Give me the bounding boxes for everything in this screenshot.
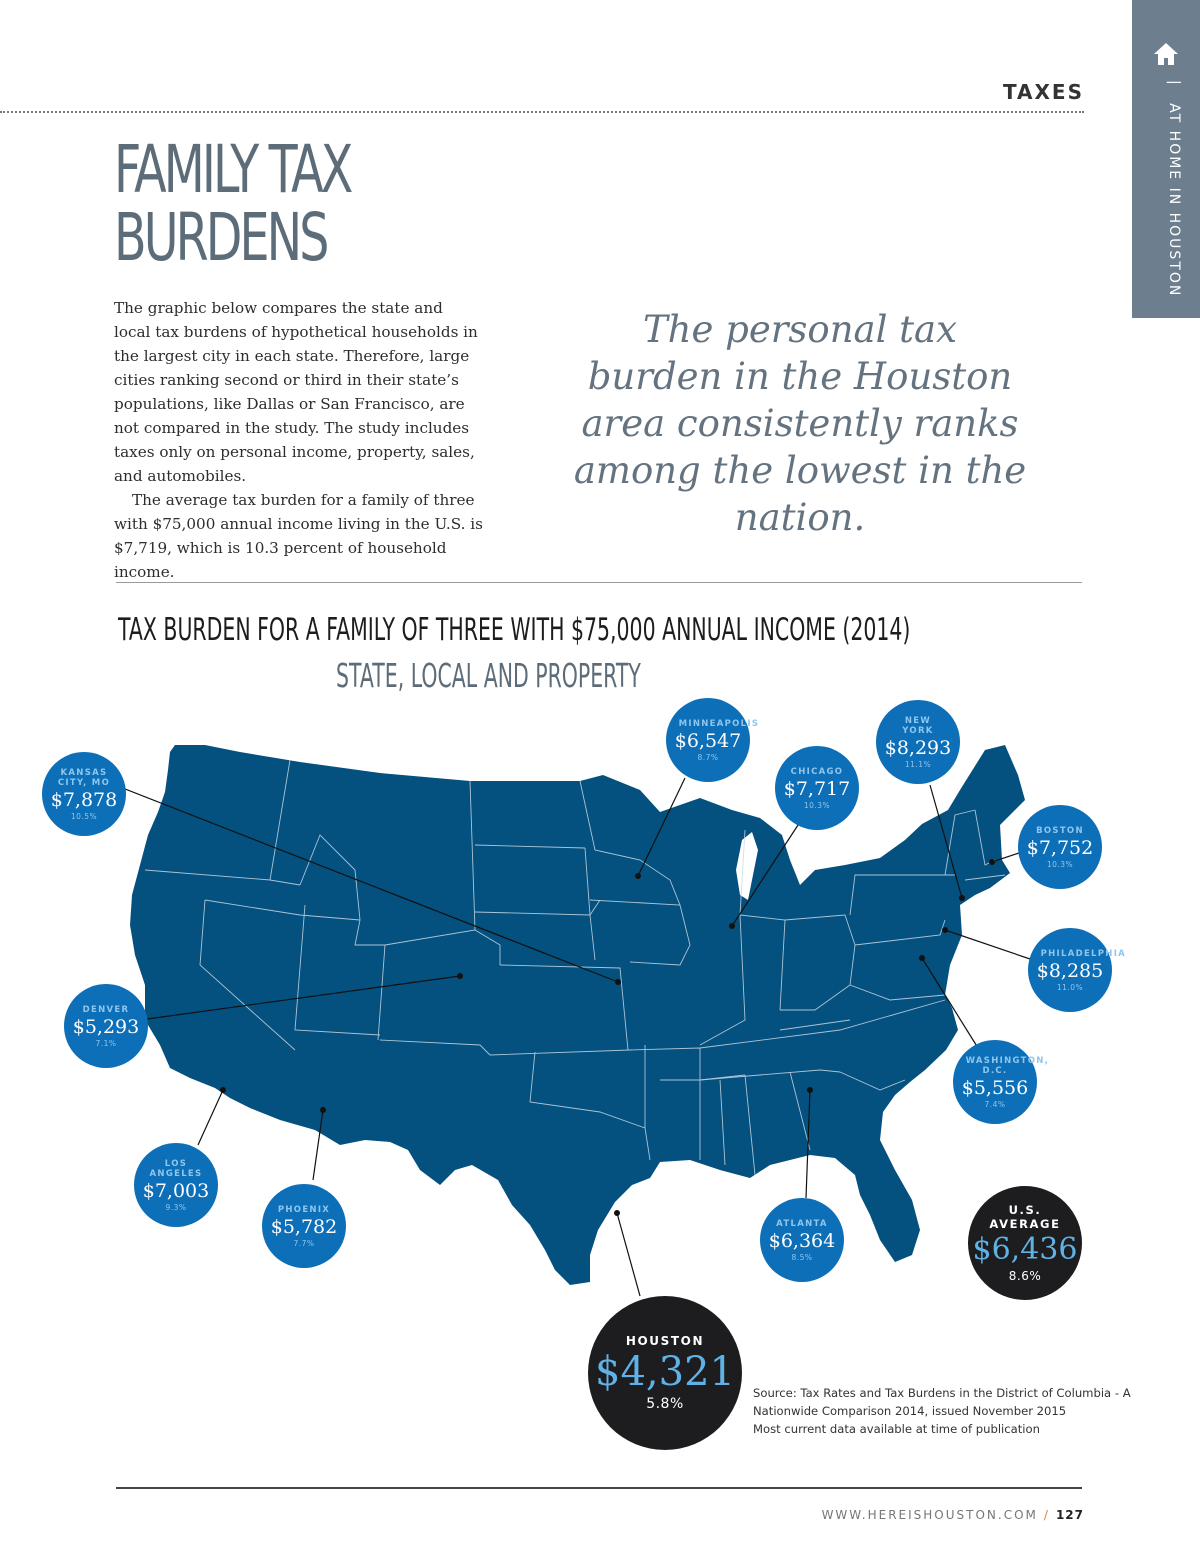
city-name: MINNEAPOLIS: [678, 718, 760, 729]
source-line-3: Most current data available at time of publication: [753, 1422, 1040, 1436]
city-name: U.S. AVERAGE: [989, 1203, 1061, 1231]
city-bubble-denver: [64, 984, 148, 1068]
title-line-1: FAMILY TAX: [114, 131, 351, 208]
section-divider: [116, 582, 1082, 583]
side-tab-label: | AT HOME IN HOUSTON: [1166, 80, 1182, 298]
intro-paragraph-2: The average tax burden for a family of three with $75,000 annual income living in the U.S. is $7,719, which is 10.3 percent of household income.: [114, 491, 483, 581]
footer-separator: /: [1043, 1508, 1050, 1522]
tax-amount: $8,293: [884, 736, 952, 759]
tax-percent: 8.6%: [1008, 1269, 1042, 1283]
tax-percent: 5.8%: [646, 1396, 684, 1412]
side-section-tab[interactable]: [1132, 0, 1200, 318]
tax-percent: 7.1%: [95, 1038, 117, 1048]
city-name: LOS ANGELES: [149, 1158, 203, 1179]
city-name: HOUSTON: [625, 1334, 705, 1348]
tax-percent: 11.1%: [904, 759, 932, 769]
tax-amount: $5,293: [72, 1015, 140, 1038]
us-average-bubble: [968, 1186, 1082, 1300]
city-bubble-minneapolis: [666, 698, 760, 782]
city-bubble-los-angeles: [134, 1143, 218, 1227]
city-name: PHOENIX: [277, 1204, 331, 1215]
us-map-shape: [130, 745, 1050, 1285]
tax-percent: 11.0%: [1056, 982, 1084, 992]
pull-quote: The personal tax burden in the Houston area consistently ranks among the lowest in the nation.: [573, 308, 1027, 539]
tax-amount: $5,782: [270, 1215, 338, 1238]
city-bubble-washington-dc: [953, 1040, 1050, 1124]
source-note: [753, 1384, 1131, 1438]
intro-text: [114, 296, 484, 584]
city-name: BOSTON: [1036, 825, 1084, 836]
chart-subheading: STATE, LOCAL AND PROPERTY: [336, 656, 641, 695]
tax-amount: $6,547: [674, 729, 742, 752]
city-bubble-atlanta: [760, 1198, 844, 1282]
city-name: DENVER: [82, 1004, 130, 1015]
tax-percent: 10.3%: [803, 800, 831, 810]
city-name: ATLANTA: [776, 1218, 828, 1229]
page-title: [114, 131, 416, 276]
chart-heading: TAX BURDEN FOR A FAMILY OF THREE WITH $75,000 ANNUAL INCOME (2014): [118, 612, 911, 648]
tax-percent: 8.7%: [697, 752, 719, 762]
source-line-2: Nationwide Comparison 2014, issued November 2015: [753, 1404, 1067, 1418]
tax-amount: $7,717: [783, 777, 851, 800]
footer-divider: [116, 1487, 1082, 1489]
city-name: NEW YORK: [902, 715, 934, 736]
tax-percent: 10.5%: [70, 811, 98, 821]
page-footer: [822, 1508, 1084, 1522]
city-bubble-chicago: [775, 746, 859, 830]
tax-percent: 7.4%: [984, 1099, 1006, 1109]
tax-amount: $5,556: [961, 1076, 1029, 1099]
city-name: CHICAGO: [790, 766, 844, 777]
city-name: KANSAS CITY, MO: [57, 767, 111, 788]
home-icon[interactable]: [1152, 40, 1180, 68]
tax-amount: $4,321: [595, 1349, 735, 1395]
tax-amount: $6,436: [972, 1232, 1078, 1267]
tax-percent: 10.3%: [1046, 859, 1074, 869]
tax-amount: $7,752: [1026, 836, 1094, 859]
city-bubble-new-york: [876, 700, 960, 784]
city-name: WASHINGTON, D.C.: [965, 1055, 1050, 1076]
city-bubble-houston: [588, 1296, 742, 1450]
city-bubble-phoenix: [262, 1184, 346, 1268]
intro-paragraph-1: The graphic below compares the state and local tax burdens of hypothetical households in the largest city in each state. Therefore, large cities ranking second or third in their state’s populations, like Dallas or San Francisco, are not compared in the study. The study includes taxes only on personal income, property, sales, and automobiles.: [114, 299, 478, 485]
footer-url[interactable]: WWW.HEREISHOUSTON.COM: [821, 1508, 1038, 1522]
tax-percent: 7.7%: [293, 1238, 315, 1248]
tax-amount: $7,878: [50, 788, 118, 811]
city-name: PHILADELPHIA: [1040, 948, 1127, 959]
tax-amount: $6,364: [768, 1229, 836, 1252]
page-number: 127: [1055, 1508, 1084, 1522]
title-line-2: BURDENS: [114, 199, 327, 276]
source-line-1: Source: Tax Rates and Tax Burdens in the District of Columbia - A: [753, 1386, 1131, 1400]
tax-amount: $7,003: [142, 1179, 210, 1202]
city-bubble-philadelphia: [1028, 928, 1127, 1012]
tax-percent: 8.5%: [791, 1252, 813, 1262]
tax-percent: 9.3%: [165, 1202, 187, 1212]
tax-amount: $8,285: [1036, 959, 1104, 982]
city-bubble-kansas-city: [42, 752, 126, 836]
city-bubble-boston: [1018, 805, 1102, 889]
header-divider: [0, 111, 1084, 113]
section-label: TAXES: [1002, 80, 1084, 104]
